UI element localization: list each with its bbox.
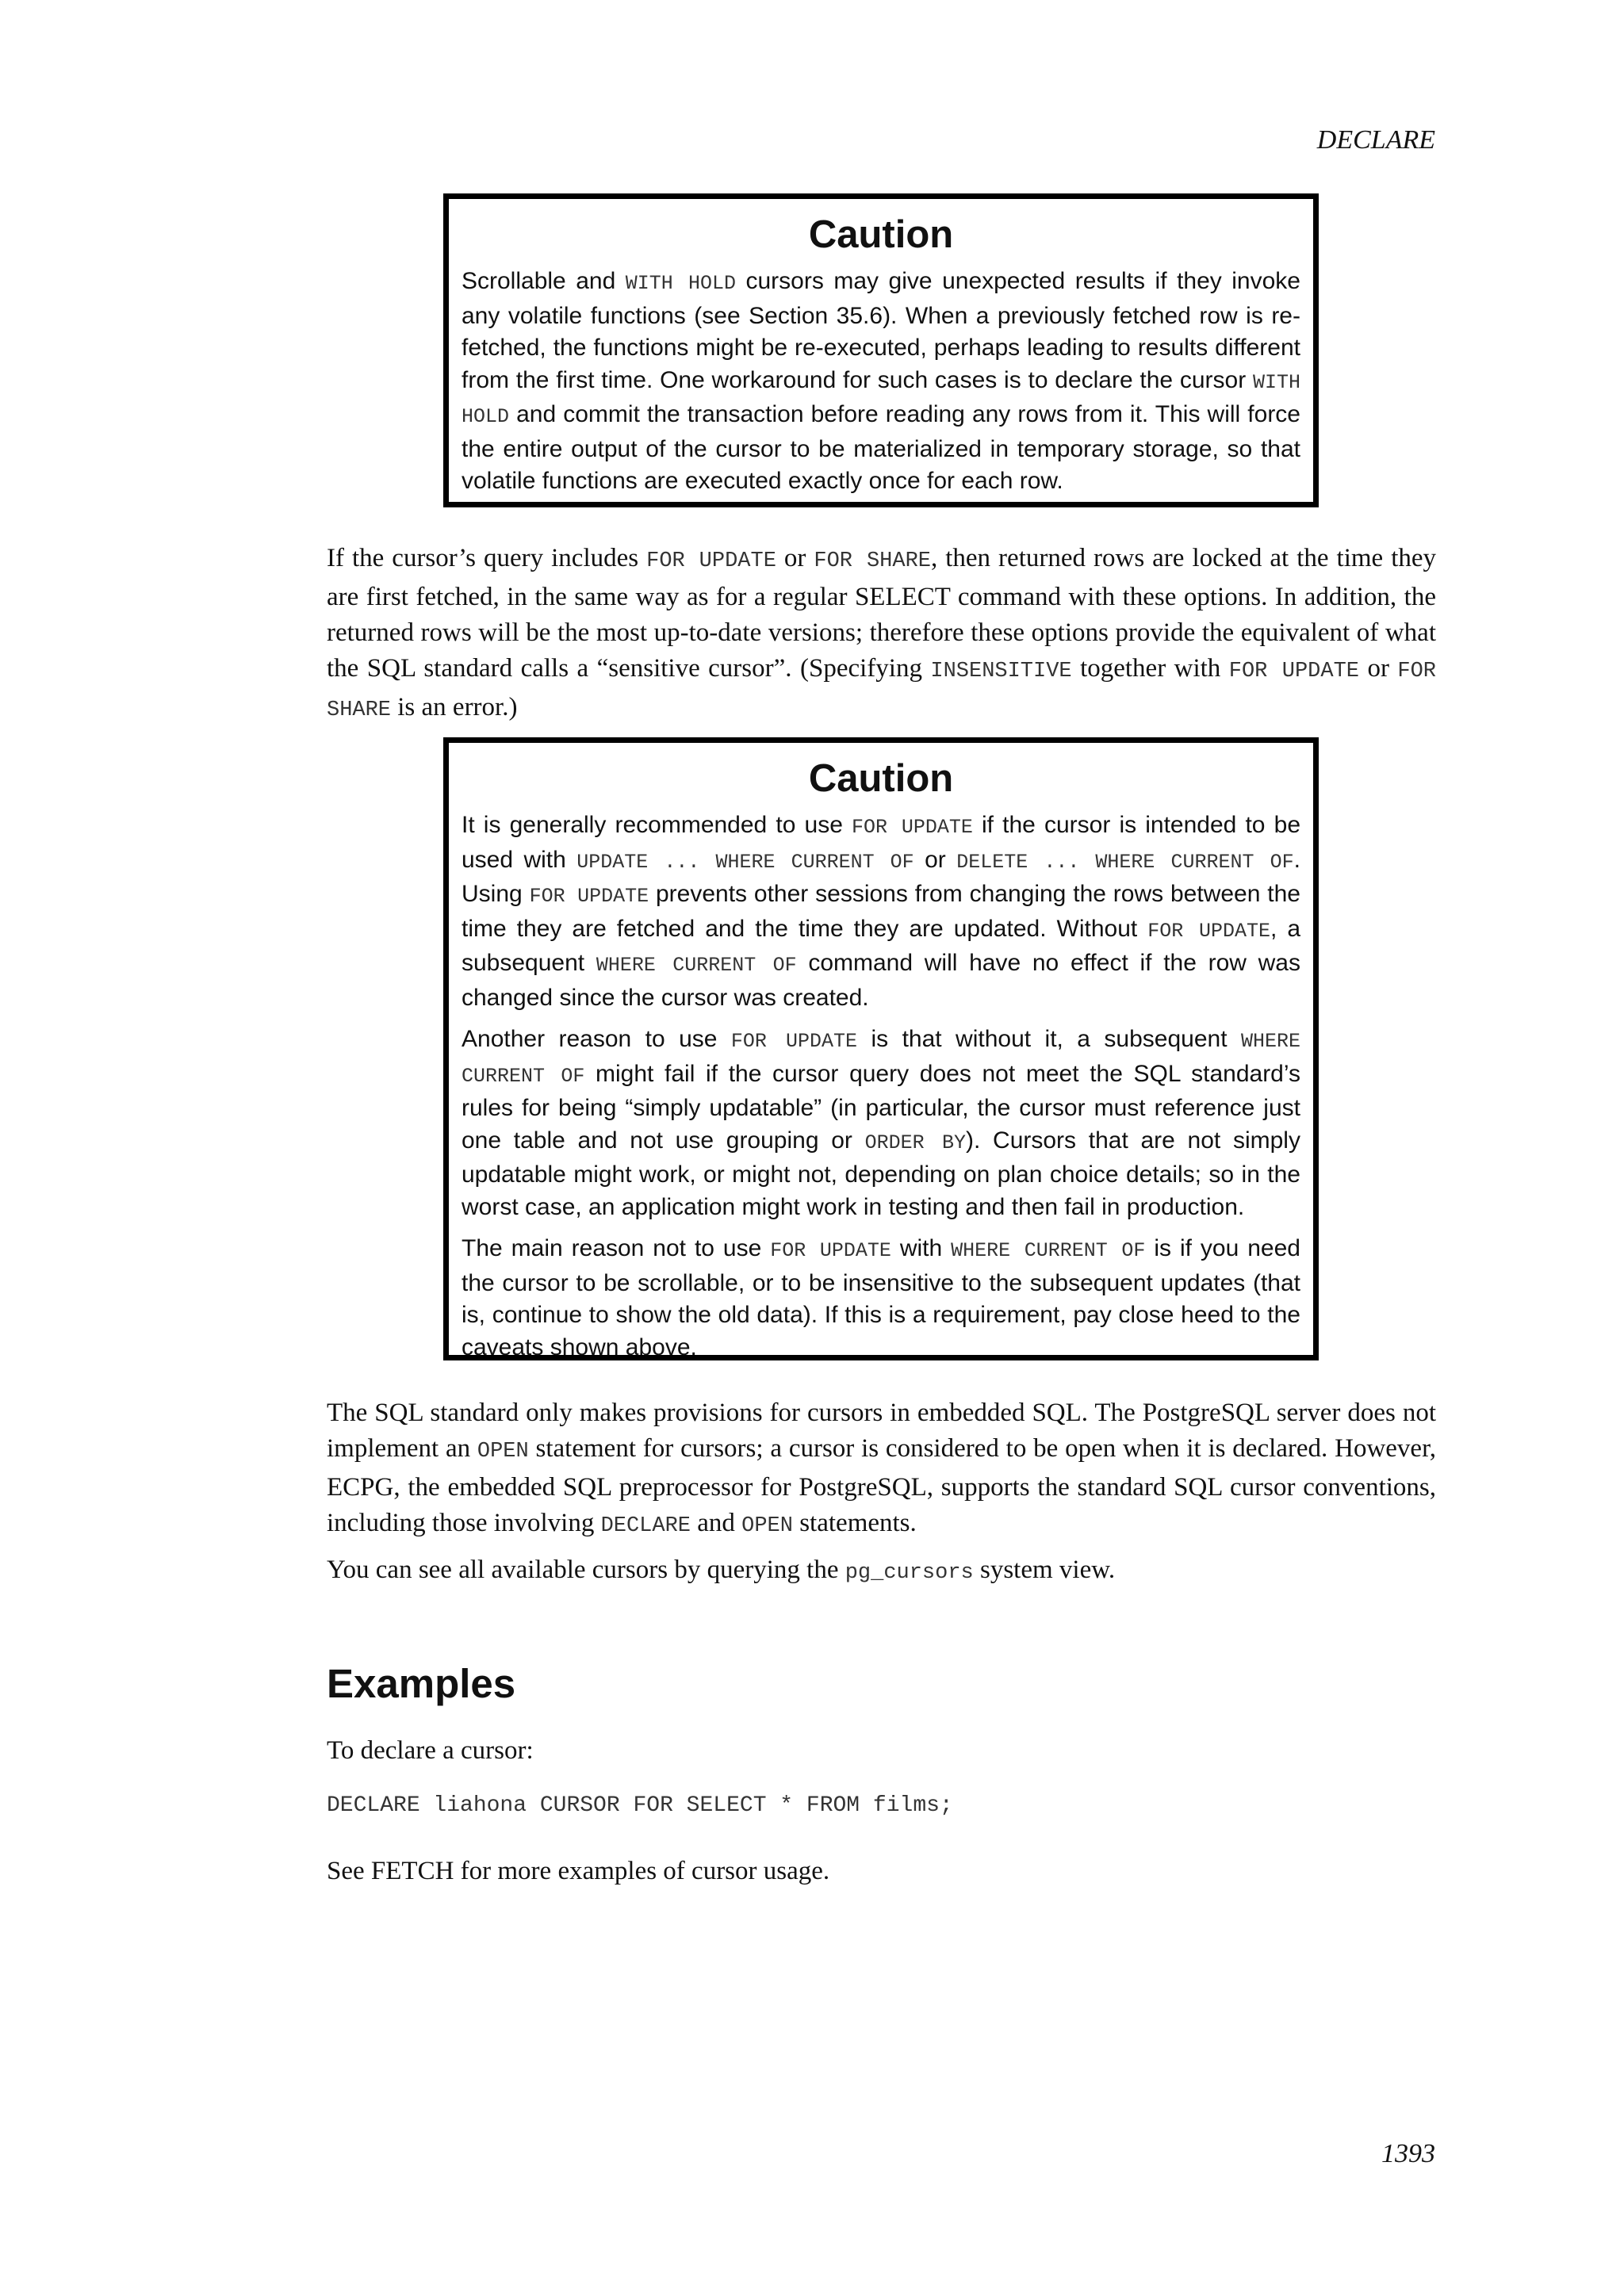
text-run: You can see all available cursors by querying the [327, 1556, 845, 1584]
code-literal: ORDER BY [864, 1131, 966, 1154]
section-heading-examples: Examples [327, 1661, 516, 1706]
caution-heading: Caution [808, 213, 954, 256]
caution-box-for-update [443, 737, 1319, 1360]
code-literal: DELETE ... WHERE CURRENT OF [956, 850, 1294, 874]
code-literal: FOR UPDATE [770, 1239, 891, 1262]
text-run: Scrollable and [462, 268, 626, 294]
text-run: If the cursor’s query includes [327, 544, 647, 572]
text-run: or [776, 544, 814, 572]
code-literal: WITH HOLD [462, 370, 1300, 428]
code-literal: FOR UPDATE [852, 816, 973, 839]
code-literal: WHERE CURRENT OF [596, 954, 797, 977]
text-run: The SQL standard only makes provisions for cursors in embedded SQL. The PostgreSQL server does not implement an [327, 1399, 1436, 1463]
code-literal: WITH HOLD [625, 272, 736, 295]
text-run: cursors may give unexpected results if they invoke any volatile functions (see Section 35.6). When a previously fetched row is re-fetched, the functions might be re-executed, perhaps leading to results different from the first time. One workaround for such cases is to declare the cursor [462, 268, 1300, 393]
text-run: It is generally recommended to use [462, 812, 852, 838]
text-run: might fail if the cursor query does not meet the SQL standard’s rules for being “simply updatable” (in particular, the cursor must reference just one table and not use grouping or [462, 1060, 1300, 1154]
paragraph-for-update [327, 541, 1436, 729]
text-run: if the cursor is intended to be used with [462, 812, 1300, 873]
code-literal: WHERE CURRENT OF [462, 1030, 1300, 1088]
text-run: is if you need the cursor to be scrollable, or to be insensitive to the subsequent updates (that is, continue to show the old data). If this is a requirement, pay close heed to the caveats shown above. [462, 1235, 1300, 1360]
text-run: , a subsequent [462, 915, 1300, 976]
code-literal: FOR UPDATE [730, 1030, 858, 1053]
running-header-title: DECLARE [1316, 125, 1435, 155]
caution-paragraph [462, 1233, 1300, 1364]
text-run: is an error.) [391, 693, 518, 721]
code-literal: FOR UPDATE [1147, 919, 1270, 943]
text-run: or [914, 846, 957, 873]
code-literal: FOR UPDATE [1228, 660, 1359, 683]
paragraph-sql-standard [327, 1395, 1436, 1544]
examples-outro: See FETCH for more examples of cursor usage. [327, 1857, 830, 1885]
text-run: and commit the transaction before reading any rows from it. This will force the entire output of the cursor to be materialized in temporary storage, so that volatile functions are executed exactly once for each row. [462, 401, 1300, 494]
code-literal: FOR UPDATE [529, 885, 649, 908]
caution-paragraph [462, 809, 1300, 1014]
code-literal: OPEN [741, 1514, 793, 1538]
text-run: ). Cursors that are not simply updatable might work, or might not, depending on plan choice details; so in the worst case, an application might work in testing and then fail in production. [462, 1127, 1300, 1220]
code-literal: pg_cursors [845, 1561, 974, 1585]
code-literal: FOR UPDATE [646, 549, 776, 573]
code-example: DECLARE liahona CURSOR FOR SELECT * FROM films; [327, 1793, 953, 1818]
page-number: 1393 [1381, 2139, 1435, 2168]
text-run: and [691, 1509, 742, 1537]
text-run: command will have no effect if the row was changed since the cursor was created. [462, 950, 1300, 1011]
text-run: system view. [973, 1556, 1116, 1584]
code-literal: FOR SHARE [327, 660, 1436, 722]
code-literal: UPDATE ... WHERE CURRENT OF [576, 850, 914, 874]
examples-intro: To declare a cursor: [327, 1736, 534, 1765]
text-run: Another reason to use [462, 1026, 731, 1052]
text-run: statement for cursors; a cursor is considered to be open when it is declared. However, ECPG, the embedded SQL preprocessor for PostgreSQL, supports the standard SQL cursor conventions, including those involving [327, 1434, 1436, 1537]
text-run: prevents other sessions from changing the rows between the time they are fetched and the time they are updated. Without [462, 881, 1300, 942]
caution-paragraph [462, 266, 1300, 498]
caution-box-with-hold [443, 193, 1319, 507]
paragraph-pg-cursors [327, 1552, 1436, 1591]
code-literal: INSENSITIVE [930, 660, 1072, 683]
text-run: together with [1071, 654, 1229, 683]
code-literal: DECLARE [600, 1514, 691, 1538]
text-run: The main reason not to use [462, 1235, 771, 1261]
text-run: , then returned rows are locked at the time they are first fetched, in the same way as for a regular SELECT command with these options. In addition, the returned rows will be the most up-to-date versions; therefore these options provide the equivalent of what the SQL standard calls a “sensitive cursor”. (Specifying [327, 544, 1437, 683]
text-run: with [891, 1235, 952, 1261]
text-run: is that without it, a subsequent [857, 1026, 1241, 1052]
code-literal: WHERE CURRENT OF [951, 1239, 1146, 1262]
caution-heading: Caution [808, 757, 954, 800]
code-literal: FOR SHARE [814, 549, 931, 573]
text-run: . Using [462, 846, 1300, 907]
code-literal: OPEN [477, 1440, 529, 1464]
text-run: or [1359, 654, 1398, 683]
text-run: statements. [792, 1509, 917, 1537]
caution-paragraph [462, 1024, 1300, 1223]
